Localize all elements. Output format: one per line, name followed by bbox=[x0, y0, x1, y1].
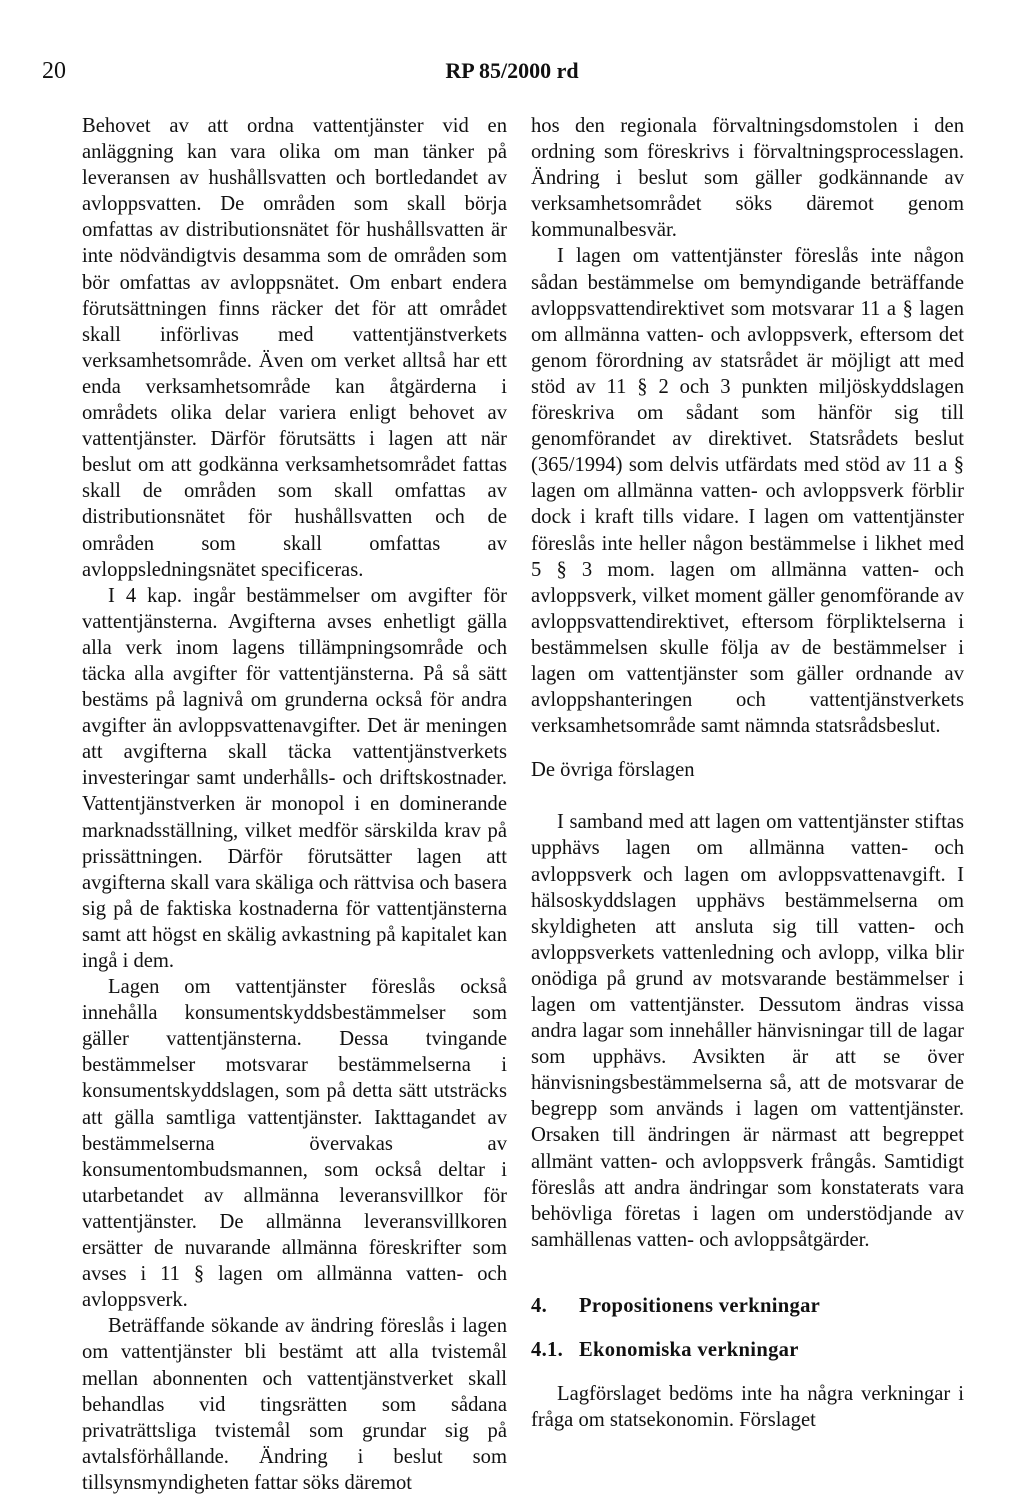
section-number: 4. bbox=[531, 1294, 548, 1317]
running-head: RP 85/2000 rd bbox=[445, 58, 579, 83]
paragraph: hos den regionala förvaltningsdomstolen i den ordning som föreskrivs i förvaltningsprocesslagen. Ändring i beslut som gäller godkännande av verksamhetsområdet söks däremot genom kommunalbesvär. bbox=[531, 115, 964, 242]
paragraph: Lagförslaget bedöms inte ha några verkningar i fråga om statsekonomin. Förslaget bbox=[531, 1383, 964, 1432]
paragraph: Beträffande sökande av ändring föreslås i lagen om vattentjänster bli bestämt att alla tvistemål mellan abonnenten och vattentjänstverket skall behandlas vid tingsrätten som sådana privaträttsliga tvistemål som grundar sig på avtalsförhållande. Ändring i beslut som tillsynsmyndigheten fattar söks däremot bbox=[82, 1315, 507, 1494]
section-title: Ekonomiska verkningar bbox=[579, 1339, 799, 1362]
section-title: Propositionens verkningar bbox=[579, 1294, 821, 1317]
paragraph: Lagen om vattentjänster föreslås också innehålla konsumentskyddsbestämmelser som gäller vattentjänsterna. Dessa tvingande bestämmelser motsvarar bestämmelserna i konsumentskyddslagen, som på detta sätt utsträcks att gälla samtliga vattentjänster. Iakttagandet av bestämmelserna övervakas av konsumentombudsmannen, som också deltar i utarbetandet av allmänna leveransvillkor för vattentjänster. De allmänna leveransvillkoren ersätter de nuvarande allmänna föreskrifter som avses i 11 § lagen om allmänna vatten- och avloppsverk. bbox=[82, 976, 507, 1312]
paragraph: I 4 kap. ingår bestämmelser om avgifter för vattentjänsterna. Avgifterna avses enhetligt gälla alla verk inom lagens tillämpningsområde och täcka alla avgifter för vattentjänsterna. På så sätt bestäms på lagnivå om grunderna också för andra avgifter än avloppsvattenavgifter. Det är meningen att avgifterna skall täcka vattentjänstverkets investeringar samt underhålls- och driftskostnader. Vattentjänstverken är monopol i en dominerande marknadsställning, vilket medför särskilda krav på prissättningen. Därför förutsätter lagen att avgifterna skall vara skäliga och rättvisa och basera sig på de faktiska kostnaderna för vattentjänsterna samt att högst en skälig avkastning på kapitalet kan ingå i dem. bbox=[82, 584, 507, 972]
section-number: 4.1. bbox=[531, 1339, 564, 1362]
page-number: 20 bbox=[42, 58, 66, 84]
left-column bbox=[82, 113, 507, 1496]
right-column bbox=[531, 113, 964, 1433]
section-heading-other-proposals: De övriga förslagen bbox=[531, 759, 695, 782]
section-heading-4 bbox=[531, 1293, 964, 1319]
section-heading-4-1 bbox=[531, 1337, 964, 1363]
paragraph: Behovet av att ordna vattentjänster vid en anläggning kan vara olika om man tänker på leveransen av hushållsvatten och bortledandet av avloppsvatten. De områden som skall börja omfattas av distributionsnätet för hushållsvatten är inte nödvändigtvis desamma som de områden som bör omfattas av avloppsnätet. Om enbart endera förutsättningen finns räcker det för att området skall införlivas med vattentjänstverkets verksamhetsområde. Även om verket alltså har ett enda verksamhetsområde kan åtgärderna i områdets olika delar variera enligt behovet av vattentjänster. Därför förutsätts i lagen att när beslut om att godkänna verksamhetsområdet fattas skall de områden som skall omfattas av distributionsnätet för hushållsvatten och de områden som skall omfattas av avloppsledningsnätet specificeras. bbox=[82, 115, 507, 581]
paragraph: I lagen om vattentjänster föreslås inte någon sådan bestämmelse om bemyndigande beträffande avloppsvattendirektivet som motsvarar 11 a § lagen om allmänna vatten- och avloppsverk, eftersom det genom förordning av statsrådet är möjligt att med stöd av 11 § 2 och 3 punkten miljöskyddslagen föreskriva om sådant som hänför sig till genomförandet av direktivet. Statsrådets beslut (365/1994) som delvis utfärdats med stöd av 11 a § lagen om allmänna vatten- och avloppsverk förblir dock i kraft tills vidare. I lagen om vattentjänster föreslås inte heller någon bestämmelse i likhet med 5 § 3 mom. lagen om allmänna vatten- och avloppsverk, vilket moment gäller genomförande av avloppsvattendirektivet, eftersom förpliktelserna i bestämmelsen skulle följa av de bestämmelser i lagen om vattentjänster som gäller ordnande av avloppshanteringen och vattentjänstverkets verksamhetsområde samt nämnda statsrådsbeslut. bbox=[531, 245, 964, 738]
paragraph: I samband med att lagen om vattentjänster stiftas upphävs lagen om allmänna vatten- och avloppsverk och lagen om avloppsvattenavgift. I hälsoskyddslagen upphävs bestämmelserna om skyldigheten att ansluta sig till vatten- och avloppsverkets vattenledning och avlopp, vilka blir onödiga på grund av motsvarande bestämmelser i lagen om vattentjänster. Dessutom ändras vissa andra lagar som innehåller hänvisningar till de lagar som upphävs. Avsikten är att se över hänvisningsbestämmelserna så, att de motsvarar de begrepp som används i lagen om vattentjänster. Orsaken till ändringen är närmast att begreppet allmänt vatten- och avloppsverk frångås. Samtidigt föreslås att andra ändringar som konstaterats vara behövliga företas i lagen om understödjande av samhällenas vatten- och avloppsåtgärder. bbox=[531, 811, 964, 1251]
